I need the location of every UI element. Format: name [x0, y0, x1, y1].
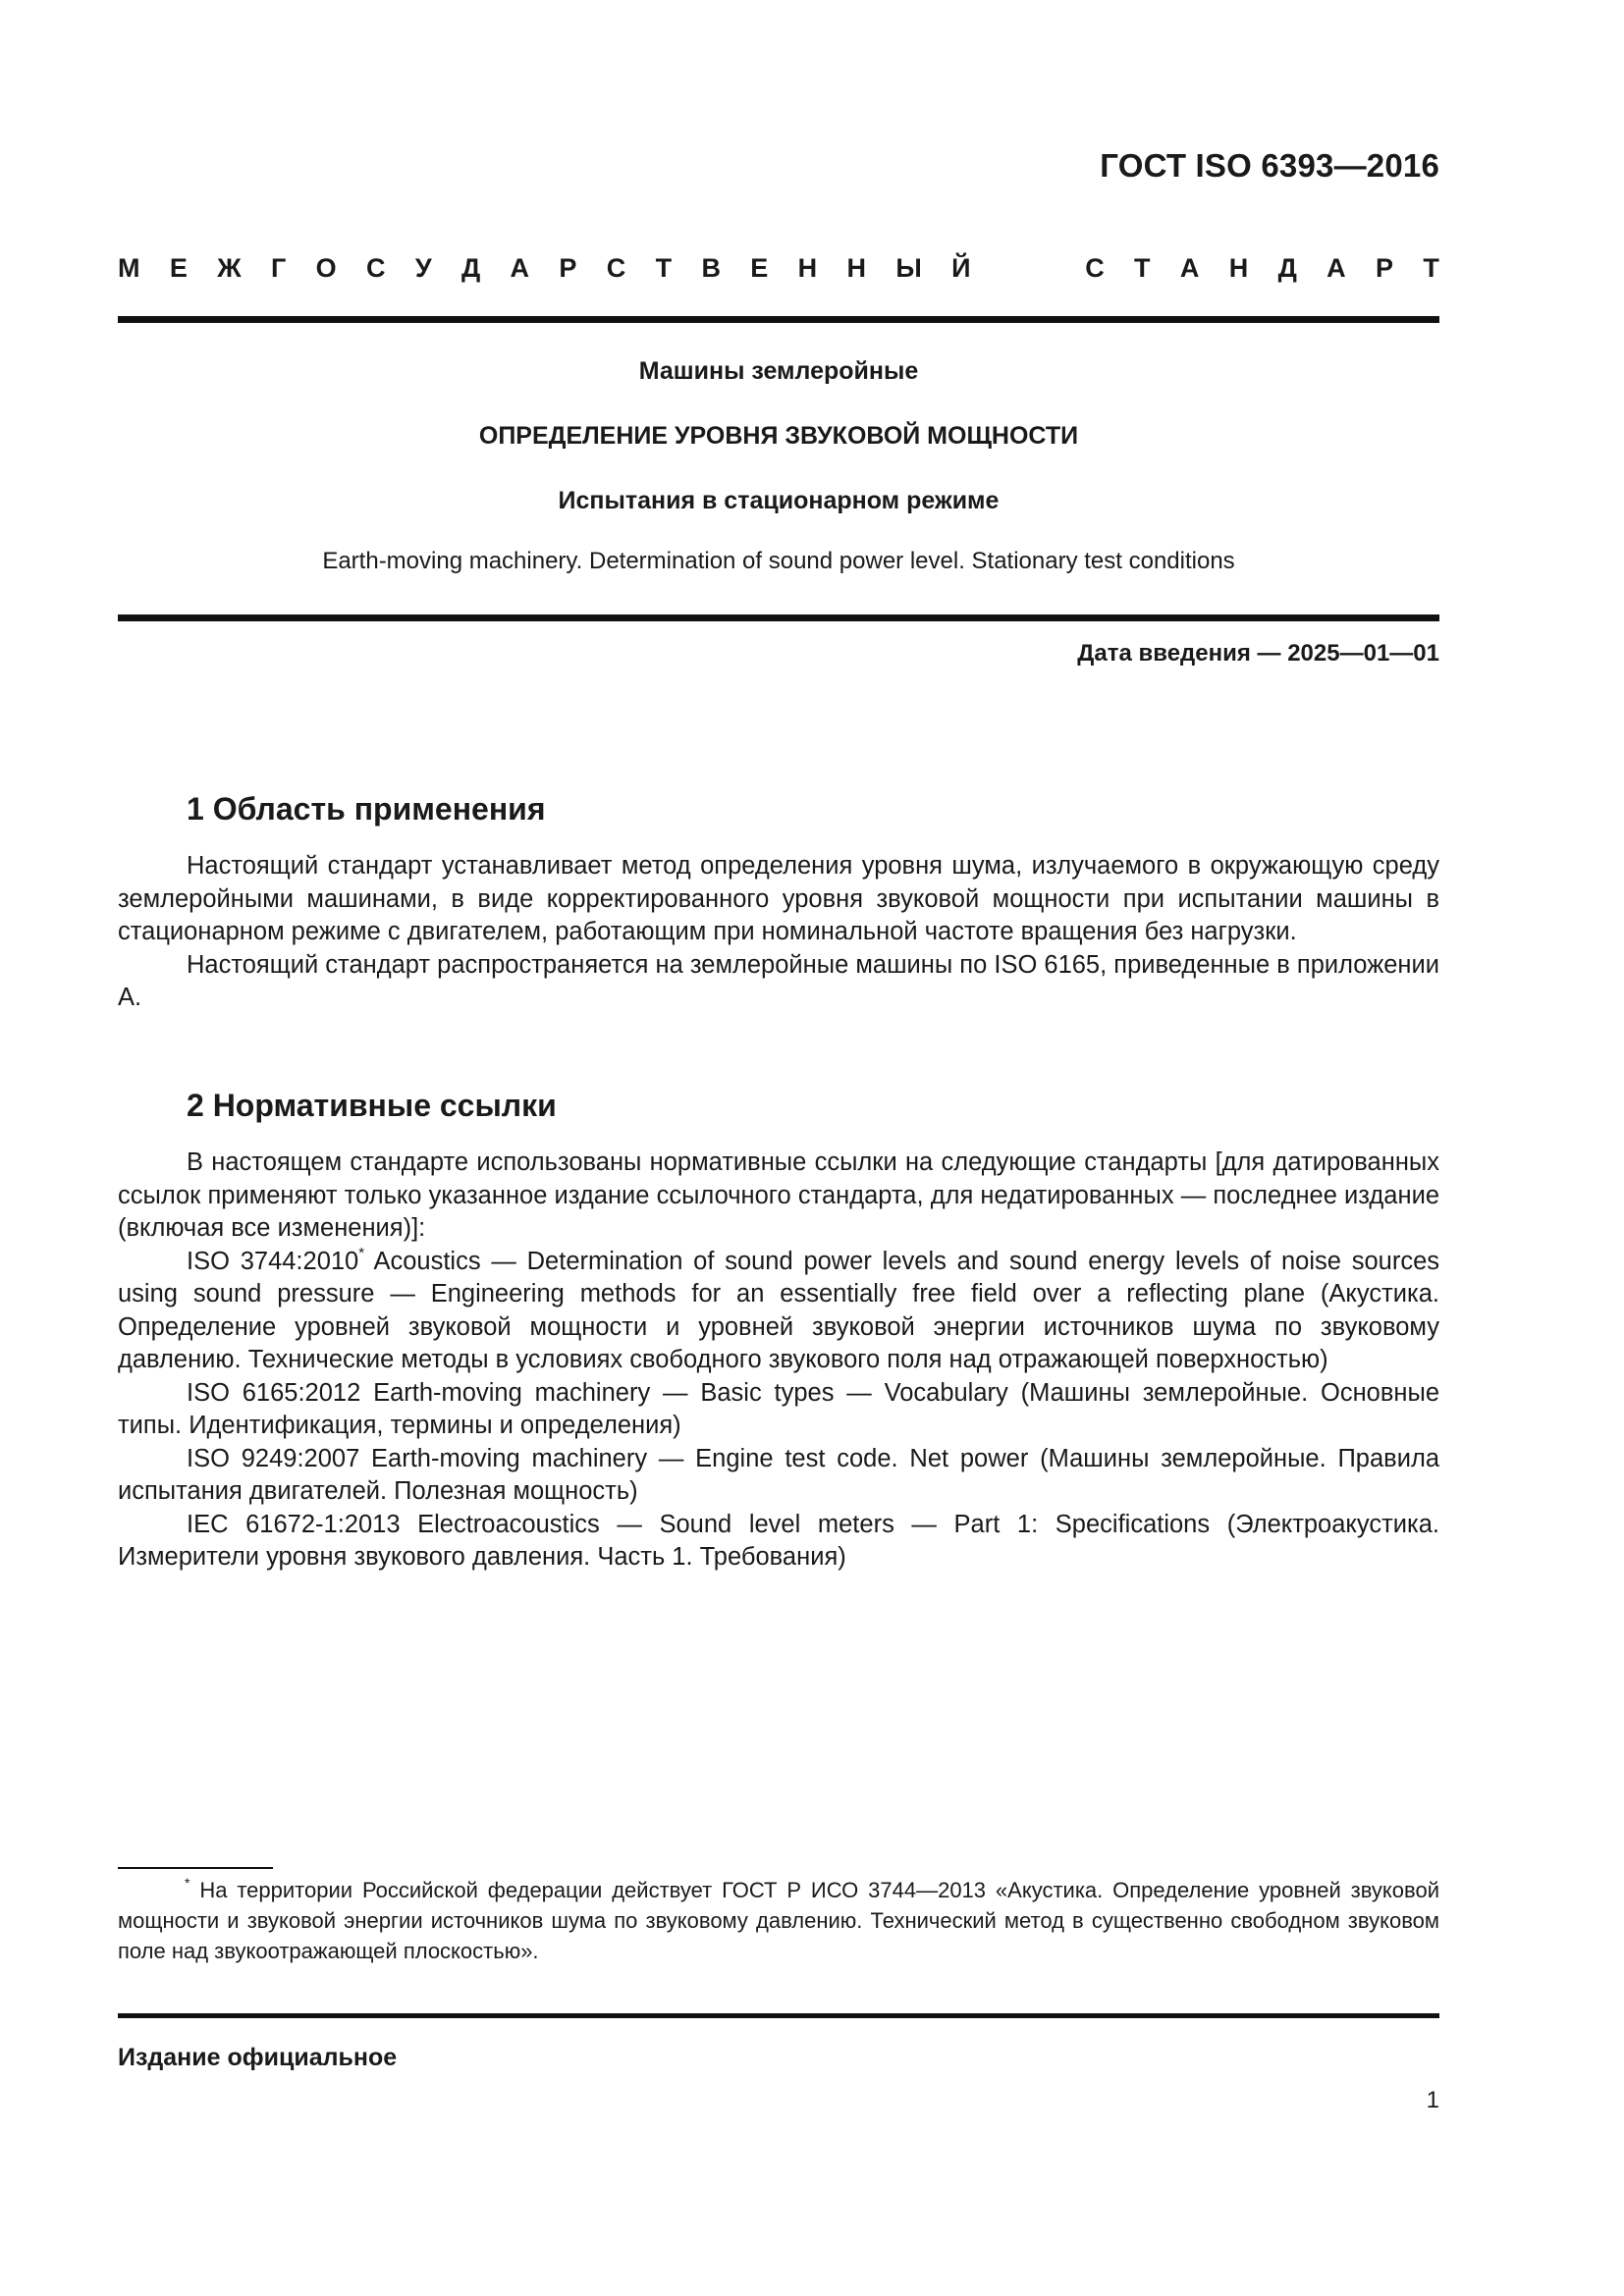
reference-iso-6165: ISO 6165:2012 Earth-moving machinery — Basic types — Vocabulary (Машины землеройные. Основные типы. Идентификация, термины и определения) — [118, 1378, 1439, 1439]
title-category: Машины землеройные — [638, 357, 919, 385]
banner-letter: М — [118, 253, 140, 283]
banner-letter: Г — [270, 253, 287, 283]
banner-letter: У — [414, 253, 432, 283]
banner-letter: Е — [169, 253, 188, 283]
interstate-standard-banner — [118, 253, 1439, 284]
footnote-body: На территории Российской федерации действует ГОСТ Р ИСО 3744—2013 «Акустика. Определение уровней звуковой мощности и звуковой энергии источников шума по звуковому давлению. Технический метод в существенно свободном звуковом поле над звукоотражающей плоскостью». — [118, 1878, 1439, 1963]
section-1-body — [118, 850, 1439, 1015]
banner-letter: Й — [951, 253, 971, 283]
banner-letter: Н — [1228, 253, 1249, 283]
banner-letter: С — [1085, 253, 1105, 283]
banner-letter: Т — [655, 253, 673, 283]
header-divider — [118, 316, 1439, 323]
reference-code: ISO 3744:2010 — [187, 1247, 359, 1275]
official-edition-label: Издание официальное — [118, 2044, 398, 2071]
section-2-heading: 2 Нормативные ссылки — [187, 1088, 557, 1123]
footnote — [118, 1875, 1439, 1966]
title-english: Earth-moving machinery. Determination of sound power level. Stationary test conditions — [322, 548, 1235, 574]
banner-letter: В — [701, 253, 721, 283]
title-divider — [118, 614, 1439, 621]
banner-word-gap — [1001, 253, 1056, 284]
paragraph: В настоящем стандарте использованы нормативные ссылки на следующие стандарты [для датированных ссылок применяют только указанное издание ссылочного стандарта, для недатированных — последнее издание (включая все изменения)]: — [118, 1148, 1439, 1242]
reference-text: Acoustics — Determination of sound power levels and sound energy levels of noise sources using sound pressure — Engineering methods for an essentially free field over a reflecting plane (Акустика. Определение уровней звуковой мощности и уровней звуковой энергии источников шума по звуковому давлению. Технические методы в условиях свободного звукового поля над отражающей поверхностью) — [118, 1247, 1439, 1373]
footnote-text — [118, 1875, 1439, 1966]
banner-letter: С — [606, 253, 626, 283]
reference-iec-61672: IEC 61672-1:2013 Electroacoustics — Sound level meters — Part 1: Specifications (Электроакустика. Измерители уровня звукового давления. Часть 1. Требования) — [118, 1510, 1439, 1571]
reference-iso-3744 — [118, 1246, 1439, 1377]
footnote-marker: * — [358, 1244, 365, 1261]
section-2-body — [118, 1147, 1439, 1575]
banner-letter: Е — [750, 253, 769, 283]
banner-letter: Р — [559, 253, 577, 283]
footnote-separator — [118, 1867, 273, 1869]
banner-letter: Т — [1134, 253, 1151, 283]
section-1-heading: 1 Область применения — [187, 791, 546, 827]
title-sub: Испытания в стационарном режиме — [558, 487, 1000, 514]
banner-letter: А — [1179, 253, 1200, 283]
banner-letter: А — [1326, 253, 1346, 283]
paragraph: Настоящий стандарт распространяется на землеройные машины по ISO 6165, приведенные в приложении А. — [118, 950, 1439, 1011]
paragraph: Настоящий стандарт устанавливает метод определения уровня шума, излучаемого в окружающую среду землеройными машинами, в виде корректированного уровня звуковой мощности при испытании машины в стационарном режиме с двигателем, работающим при номинальной частоте вращения без нагрузки. — [118, 852, 1439, 945]
banner-letter: Т — [1423, 253, 1439, 283]
gost-code: ГОСТ ISO 6393—2016 — [1100, 147, 1439, 184]
banner-letter: Д — [1277, 253, 1297, 283]
banner-letter: А — [510, 253, 530, 283]
reference-iso-9249: ISO 9249:2007 Earth-moving machinery — Engine test code. Net power (Машины землеройные. Правила испытания двигателей. Полезная мощность) — [118, 1444, 1439, 1505]
footer-divider — [118, 2013, 1439, 2018]
introduction-date: Дата введения — 2025—01—01 — [1077, 640, 1439, 667]
page-number: 1 — [1426, 2087, 1439, 2113]
footnote-marker: * — [185, 1875, 190, 1891]
banner-letter: Ы — [895, 253, 922, 283]
banner-letter: Р — [1376, 253, 1394, 283]
banner-letter: С — [365, 253, 386, 283]
banner-letter: Д — [460, 253, 481, 283]
banner-letter: О — [315, 253, 337, 283]
banner-letter: Н — [846, 253, 866, 283]
title-main: ОПРЕДЕЛЕНИЕ УРОВНЯ ЗВУКОВОЙ МОЩНОСТИ — [478, 422, 1079, 450]
banner-letter: Ж — [217, 253, 242, 283]
banner-letter: Н — [797, 253, 818, 283]
